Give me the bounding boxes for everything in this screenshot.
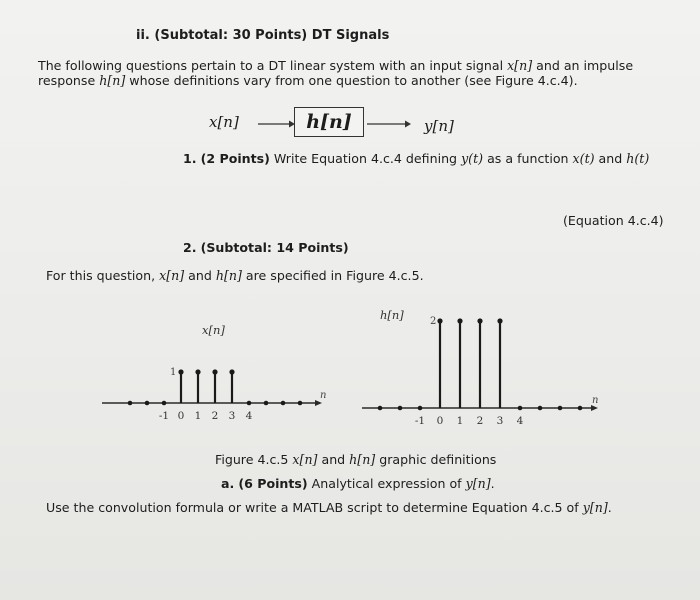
- section-number: ii.: [136, 28, 150, 43]
- part-a-points: (6 Points): [238, 476, 308, 491]
- q1-text: and: [594, 151, 627, 166]
- question-1: [183, 151, 649, 166]
- stem-point: [195, 369, 200, 374]
- tick-label: 1: [194, 410, 202, 422]
- intro-line-2: [38, 73, 578, 88]
- stem-point: [398, 406, 403, 411]
- stem-point: [538, 406, 543, 411]
- stem-point: [437, 318, 442, 323]
- stem-point: [378, 406, 383, 411]
- question-2-text: [46, 268, 424, 283]
- plot-title: h[n]: [380, 308, 404, 322]
- h-stem-plot: [360, 305, 600, 430]
- equation-reference: (Equation 4.c.4): [563, 213, 664, 228]
- q2-text: For this question,: [46, 268, 160, 283]
- q1-x-symbol: x(t): [572, 151, 595, 166]
- tick-label: 2: [211, 410, 219, 422]
- part-a-end: .: [490, 476, 495, 491]
- q2-h-symbol: h[n]: [215, 268, 242, 283]
- system-label: h[n]: [306, 111, 352, 133]
- section-heading: [136, 28, 389, 43]
- stem-point: [128, 401, 133, 406]
- tick-label: 4: [516, 415, 524, 427]
- q1-h-symbol: h(t): [626, 151, 650, 166]
- stem-point: [281, 401, 286, 406]
- plot-title: x[n]: [202, 323, 225, 337]
- intro-x-symbol: x[n]: [507, 58, 533, 73]
- stem-point: [162, 401, 167, 406]
- q2-text: are specified in Figure 4.c.5.: [241, 268, 424, 283]
- q1-y-symbol: y(t): [461, 151, 484, 166]
- intro-line-1: [38, 58, 633, 73]
- amplitude-label: 1: [170, 367, 177, 378]
- block-output-label: y[n]: [424, 117, 454, 135]
- instruction-text: Use the convolution formula or write a MATLAB script to determine Equation 4.c.5 of: [46, 500, 583, 515]
- stem-point: [457, 318, 462, 323]
- caption-text: graphic definitions: [375, 452, 497, 467]
- q2-points: (Subtotal: 14 Points): [200, 240, 349, 255]
- figure-caption: [215, 452, 496, 467]
- tick-label: 0: [177, 410, 185, 422]
- q2-number: 2.: [183, 240, 197, 255]
- tick-label: 1: [456, 415, 464, 427]
- x-stem-plot: [100, 318, 330, 428]
- intro-text: whose definitions vary from one question to another (see Figure 4.c.4).: [125, 73, 578, 88]
- tick-label: 3: [496, 415, 504, 427]
- intro-h-symbol: h[n]: [99, 73, 126, 88]
- tick-label: 4: [245, 410, 253, 422]
- stem-point: [247, 401, 252, 406]
- part-a: [221, 476, 495, 491]
- part-a-y-symbol: y[n]: [465, 476, 491, 491]
- q2-x-symbol: x[n]: [159, 268, 185, 283]
- block-input-label: x[n]: [209, 113, 239, 131]
- q2-text: and: [184, 268, 216, 283]
- stem-point: [145, 401, 150, 406]
- part-a-text: Analytical expression of: [307, 476, 466, 491]
- section-title: (Subtotal: 30 Points) DT Signals: [154, 28, 390, 43]
- part-a-label: a.: [221, 476, 235, 491]
- stem-point: [212, 369, 217, 374]
- caption-text: Figure 4.c.5: [215, 452, 293, 467]
- intro-text: and an impulse: [532, 58, 634, 73]
- question-2-heading: [183, 240, 349, 255]
- stem-point: [497, 318, 502, 323]
- instruction-line: [46, 500, 612, 515]
- intro-text: response: [38, 73, 100, 88]
- stem-point: [477, 318, 482, 323]
- stem-point: [558, 406, 563, 411]
- caption-text: and: [317, 452, 350, 467]
- tick-label: 3: [228, 410, 236, 422]
- tick-label: 0: [436, 415, 444, 427]
- stem-point: [418, 406, 423, 411]
- stem-point: [298, 401, 303, 406]
- stem-point: [264, 401, 269, 406]
- input-arrow: [256, 118, 296, 130]
- system-block: [294, 107, 364, 137]
- q1-points: (2 Points): [200, 151, 270, 166]
- tick-label: -1: [158, 410, 170, 422]
- instruction-y-symbol: y[n]: [582, 500, 608, 515]
- tick-label: -1: [414, 415, 426, 427]
- tick-label: 2: [476, 415, 484, 427]
- amplitude-label: 2: [430, 316, 437, 327]
- q1-text: as a function: [483, 151, 573, 166]
- stem-point: [178, 369, 183, 374]
- stem-point: [229, 369, 234, 374]
- axis-variable-label: n: [592, 395, 599, 406]
- caption-x-symbol: x[n]: [292, 452, 318, 467]
- q1-number: 1.: [183, 151, 197, 166]
- instruction-end: .: [607, 500, 612, 515]
- axis-variable-label: n: [320, 390, 327, 401]
- stem-point: [578, 406, 583, 411]
- stem-point: [518, 406, 523, 411]
- intro-text: The following questions pertain to a DT linear system with an input signal: [38, 58, 508, 73]
- output-arrow: [365, 118, 413, 130]
- q1-text: Write Equation 4.c.4 defining: [269, 151, 462, 166]
- caption-h-symbol: h[n]: [349, 452, 376, 467]
